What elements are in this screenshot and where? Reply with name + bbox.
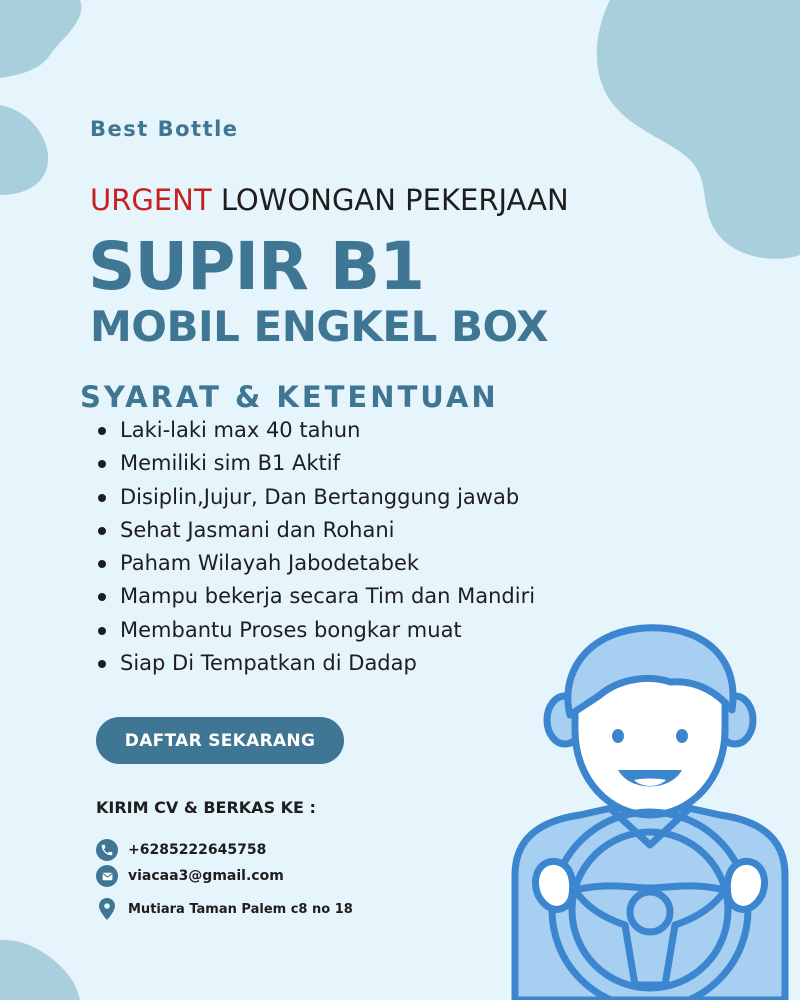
- requirement-item: Memiliki sim B1 Aktif: [98, 447, 618, 480]
- urgent-label: URGENT: [90, 183, 212, 217]
- headline: [90, 183, 569, 217]
- brand-name: Best Bottle: [90, 117, 239, 141]
- blob-bottom-left: [0, 920, 80, 1000]
- requirement-item: Disiplin,Jujur, Dan Bertanggung jawab: [98, 481, 618, 514]
- requirement-item: Sehat Jasmani dan Rohani: [98, 514, 618, 547]
- requirement-item: Paham Wilayah Jabodetabek: [98, 547, 618, 580]
- job-subtitle: MOBIL ENGKEL BOX: [90, 302, 549, 351]
- requirements-heading: SYARAT & KETENTUAN: [80, 380, 499, 414]
- contact-phone: [96, 839, 266, 861]
- requirement-item: Laki-laki max 40 tahun: [98, 414, 618, 447]
- email-icon: [96, 865, 118, 887]
- driver-illustration: [500, 620, 800, 1000]
- phone-icon: [96, 839, 118, 861]
- contact-address: [96, 897, 353, 921]
- address-text: Mutiara Taman Palem c8 no 18: [128, 901, 353, 917]
- send-cv-label: KIRIM CV & BERKAS KE :: [96, 798, 316, 817]
- job-title: SUPIR B1: [88, 228, 425, 305]
- apply-now-button[interactable]: DAFTAR SEKARANG: [96, 717, 344, 764]
- contact-email: [96, 865, 284, 887]
- email-address[interactable]: viacaa3@gmail.com: [128, 868, 284, 884]
- location-pin-icon: [96, 897, 118, 921]
- blob-top-right: [590, 0, 800, 270]
- requirement-item: Siap Di Tempatkan di Dadap: [98, 647, 618, 680]
- requirement-item: Mampu bekerja secara Tim dan Mandiri: [98, 580, 618, 613]
- phone-number[interactable]: +6285222645758: [128, 842, 267, 858]
- blob-top-left: [0, 0, 120, 200]
- requirement-item: Membantu Proses bongkar muat: [98, 614, 618, 647]
- headline-text: LOWONGAN PEKERJAAN: [220, 183, 569, 217]
